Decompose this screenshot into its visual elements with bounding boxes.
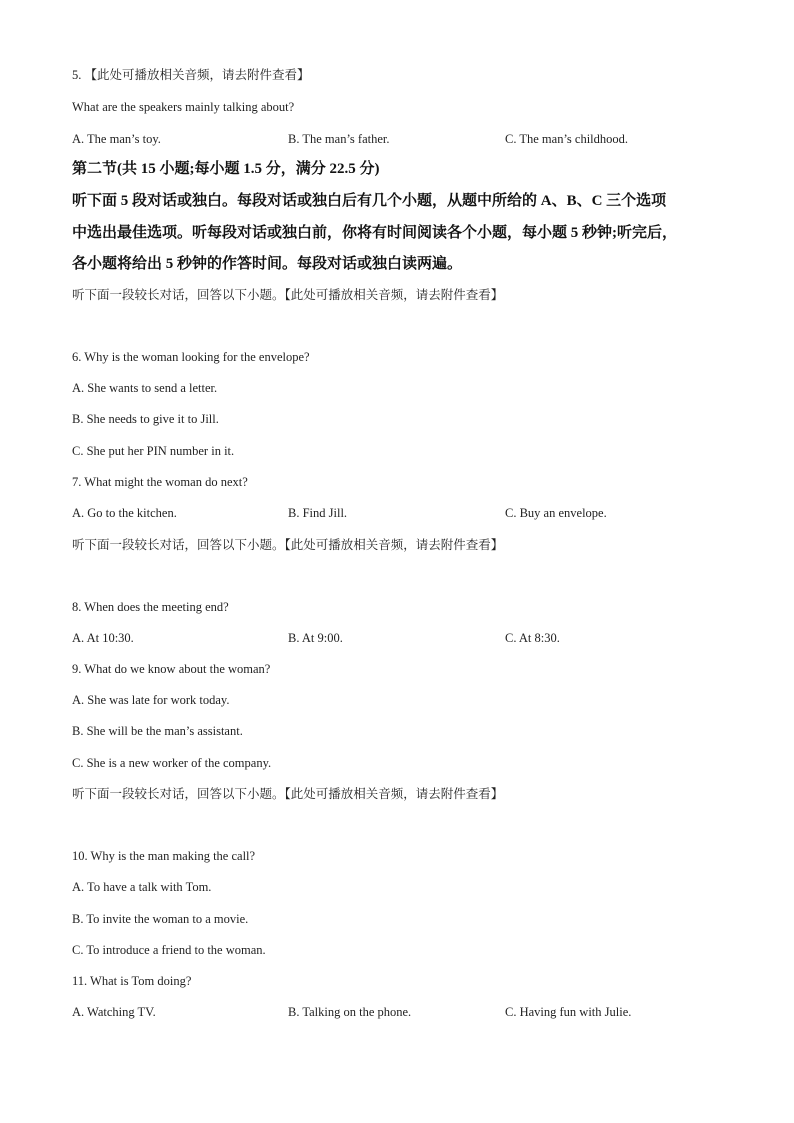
q9-option-b: B. She will be the man’s assistant. <box>72 724 243 738</box>
section2-heading: 第二节(共 15 小题;每小题 1.5 分，满分 22.5 分) <box>72 161 380 177</box>
q10-option-b: B. To invite the woman to a movie. <box>72 912 249 926</box>
q10-stem: 10. Why is the man making the call? <box>72 849 256 863</box>
q5-option-a: A. The man’s toy. <box>72 132 161 146</box>
q11-option-a: A. Watching TV. <box>72 1005 156 1019</box>
q8-stem: 8. When does the meeting end? <box>72 600 229 614</box>
q9-stem: 9. What do we know about the woman? <box>72 662 271 676</box>
q7-option-c: C. Buy an envelope. <box>505 506 607 520</box>
q11-stem: 11. What is Tom doing? <box>72 974 192 988</box>
q8-option-a: A. At 10:30. <box>72 631 134 645</box>
section2-instruction-line1: 听下面 5 段对话或独白。每段对话或独白后有几个小题，从题中所给的 A、B、C 三个选项 <box>72 193 667 209</box>
q9-option-a: A. She was late for work today. <box>72 693 230 707</box>
q8-option-c: C. At 8:30. <box>505 631 560 645</box>
q5-option-b: B. The man’s father. <box>288 132 390 146</box>
section2-instruction-line3: 各小题将给出 5 秒钟的作答时间。每段对话或独白读两遍。 <box>72 256 463 272</box>
dialog2-audio-note: 听下面一段较长对话，回答以下小题。【此处可播放相关音频，请去附件查看】 <box>72 538 504 552</box>
section2-instruction-line2: 中选出最佳选项。听每段对话或独白前，你将有时间阅读各个小题，每小题 5 秒钟;听完后， <box>72 225 677 241</box>
q8-option-b: B. At 9:00. <box>288 631 343 645</box>
q9-option-c: C. She is a new worker of the company. <box>72 756 272 770</box>
q10-option-a: A. To have a talk with Tom. <box>72 880 212 894</box>
q7-stem: 7. What might the woman do next? <box>72 475 248 489</box>
q10-option-c: C. To introduce a friend to the woman. <box>72 943 266 957</box>
q6-option-c: C. She put her PIN number in it. <box>72 444 235 458</box>
dialog1-audio-note: 听下面一段较长对话，回答以下小题。【此处可播放相关音频，请去附件查看】 <box>72 288 504 302</box>
q11-option-c: C. Having fun with Julie. <box>505 1005 632 1019</box>
q6-option-b: B. She needs to give it to Jill. <box>72 412 219 426</box>
q5-audio-note: 5. 【此处可播放相关音频，请去附件查看】 <box>72 68 310 82</box>
dialog3-audio-note: 听下面一段较长对话，回答以下小题。【此处可播放相关音频，请去附件查看】 <box>72 787 504 801</box>
q5-option-c: C. The man’s childhood. <box>505 132 629 146</box>
q7-option-a: A. Go to the kitchen. <box>72 506 177 520</box>
q6-option-a: A. She wants to send a letter. <box>72 381 218 395</box>
q6-stem: 6. Why is the woman looking for the envelope? <box>72 350 310 364</box>
q7-option-b: B. Find Jill. <box>288 506 348 520</box>
q11-option-b: B. Talking on the phone. <box>288 1005 412 1019</box>
q5-stem: What are the speakers mainly talking about? <box>72 100 295 114</box>
